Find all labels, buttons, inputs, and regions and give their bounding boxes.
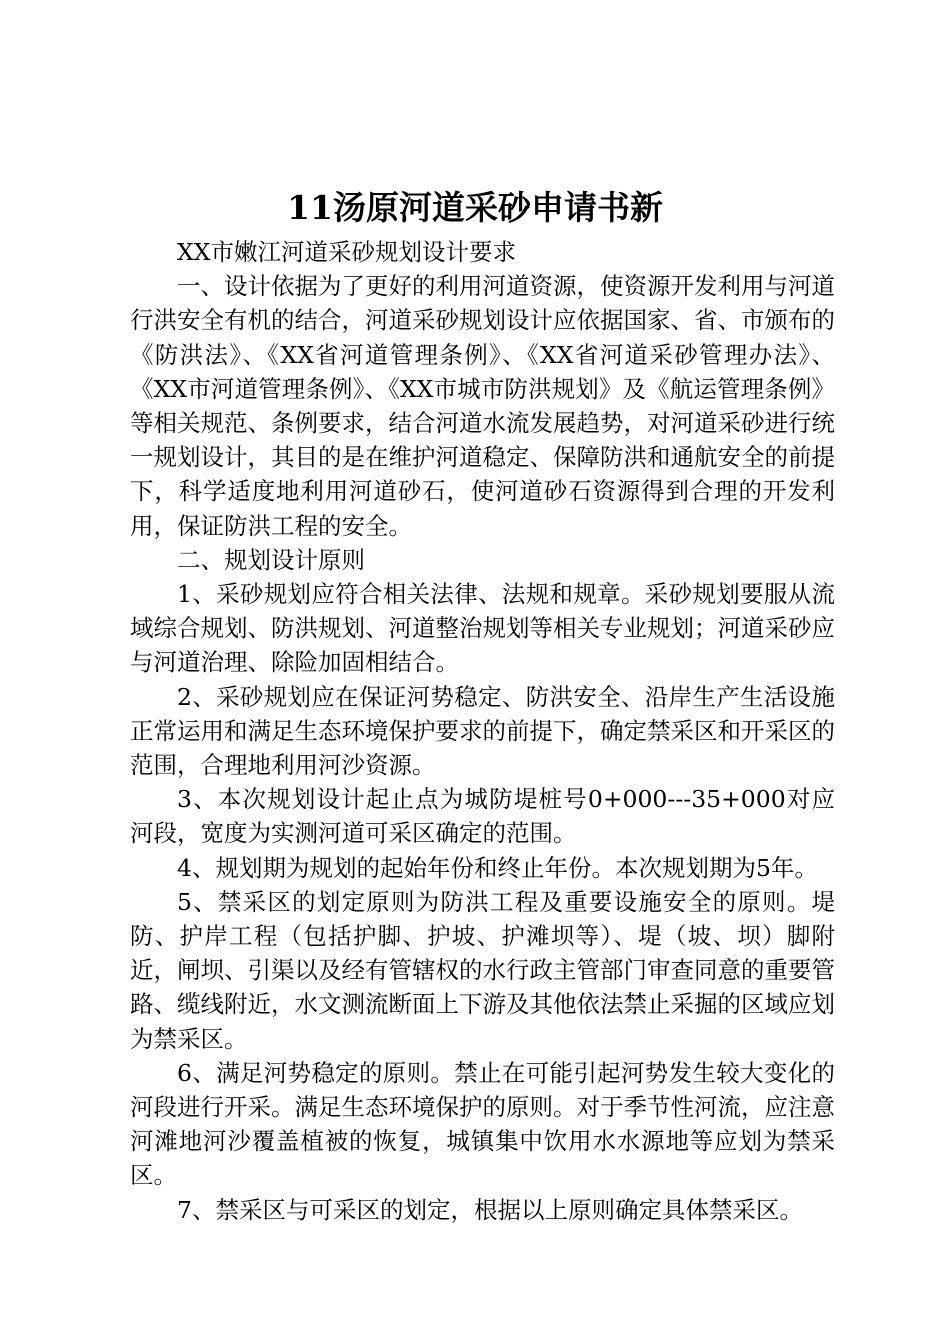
paragraph-subtitle: XX市嫩江河道采砂规划设计要求 — [177, 238, 516, 266]
paragraph-design-basis: 一、设计依据为了更好的利用河道资源，使资源开发利用与河道行洪安全有机的结合，河道采砂规划设计应依据国家、省、市颁布的《防洪法》、《XX省河道管理条例》、《XX省河道采砂管理办法》、《XX市河道管理条例》、《XX市城市防洪规划》及《航运管理条例》等相关规范、条例要求，结合河道水流发展趋势，对河道采砂进行统一规划设计，其目的是在维护河道稳定、保障防洪和通航安全的前提下，科学适度地利用河道砂石，使河道砂石资源得到合理的开发利用，保证防洪工程的安全。 — [130, 272, 835, 540]
paragraph-item-1: 1、采砂规划应符合相关法律、法规和规章。采砂规划要服从流域综合规划、防洪规划、河道整治规划等相关专业规划；河道采砂应与河道治理、除险加固相结合。 — [130, 580, 835, 677]
paragraph-item-5: 5、禁采区的划定原则为防洪工程及重要设施安全的原则。堤防、护岸工程（包括护脚、护坡、护滩坝等）、堤（坡、坝）脚附近，闸坝、引渠以及经有管辖权的水行政主管部门审查同意的重要管路、缆线附近，水文测流断面上下游及其他依法禁止采掘的区域应划为禁采区。 — [130, 887, 835, 1053]
paragraph-item-6: 6、满足河势稳定的原则。禁止在可能引起河势发生较大变化的河段进行开采。满足生态环境保护的原则。对于季节性河流，应注意河滩地河沙覆盖植被的恢复，城镇集中饮用水水源地等应划为禁采区。 — [130, 1058, 835, 1190]
paragraph-principles-heading: 二、规划设计原则 — [177, 545, 365, 574]
document-title: 11汤原河道采砂申请书新 — [287, 188, 663, 227]
paragraph-item-2: 2、采砂规划应在保证河势稳定、防洪安全、沿岸生产生活设施正常运用和满足生态环境保护要求的前提下，确定禁采区和开采区的范围，合理地利用河沙资源。 — [130, 682, 835, 780]
paragraph-item-3: 3、本次规划设计起止点为城防堤桩号0+000---35+000对应河段，宽度为实测河道可采区确定的范围。 — [130, 785, 835, 848]
paragraph-item-7: 7、禁采区与可采区的划定，根据以上原则确定具体禁采区。 — [177, 1195, 803, 1224]
document-body — [130, 235, 835, 1227]
paragraph-item-4: 4、规划期为规划的起始年份和终止年份。本次规划期为5年。 — [177, 853, 818, 882]
